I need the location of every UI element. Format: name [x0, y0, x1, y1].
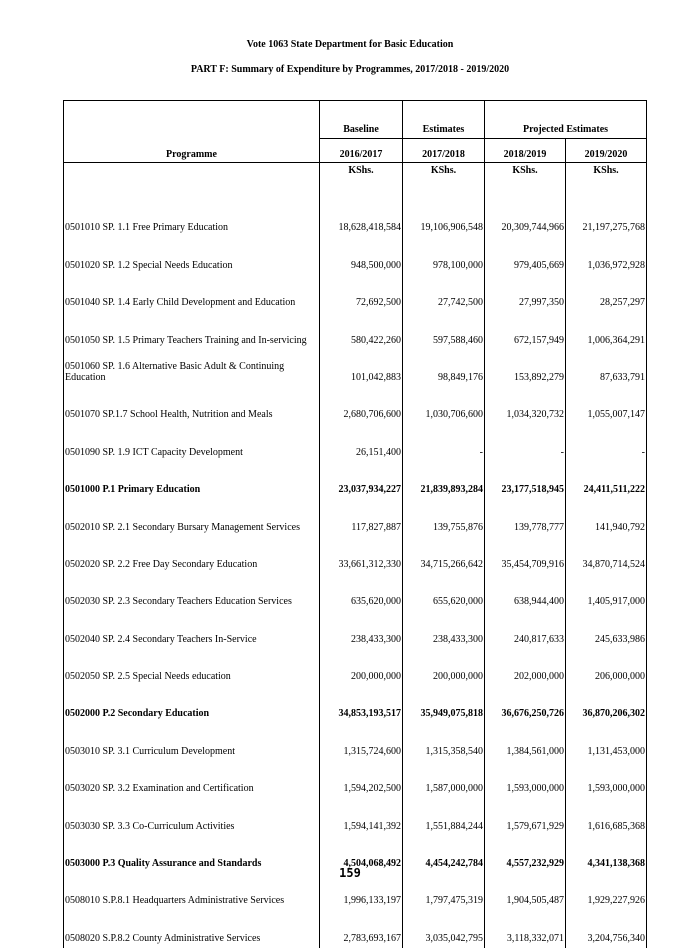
programme-label: 0501000 P.1 Primary Education [64, 462, 320, 499]
amount-cell: 23,037,934,227 [320, 462, 403, 499]
programme-label: 0501070 SP.1.7 School Health, Nutrition and Meals [64, 387, 320, 424]
table-row [64, 387, 647, 424]
programme-label: 0501040 SP. 1.4 Early Child Development and Education [64, 275, 320, 312]
amount-cell: 597,588,460 [403, 312, 485, 349]
amount-cell: 34,853,193,517 [320, 686, 403, 723]
amount-cell: 1,034,320,732 [485, 387, 566, 424]
amount-cell: 19,106,906,548 [403, 200, 485, 237]
amount-cell: 245,633,986 [566, 611, 647, 648]
amount-cell: 1,579,671,929 [485, 798, 566, 835]
programme-label: 0501050 SP. 1.5 Primary Teachers Training and In-servicing [64, 312, 320, 349]
amount-cell: 117,827,887 [320, 499, 403, 536]
amount-cell: 1,551,884,244 [403, 798, 485, 835]
amount-cell: 1,996,133,197 [320, 873, 403, 910]
table-row [64, 649, 647, 686]
table-row [64, 910, 647, 947]
amount-cell: 72,692,500 [320, 275, 403, 312]
amount-cell: 4,454,242,784 [403, 836, 485, 873]
programme-label: 0502030 SP. 2.3 Secondary Teachers Education Services [64, 574, 320, 611]
header-year: 2019/2020 [566, 139, 647, 163]
table-row [64, 200, 647, 237]
table-row [64, 350, 647, 387]
table-row [64, 537, 647, 574]
programme-label: 0501090 SP. 1.9 ICT Capacity Development [64, 424, 320, 461]
amount-cell: 1,006,364,291 [566, 312, 647, 349]
amount-cell: - [485, 424, 566, 461]
expenditure-table [63, 100, 647, 948]
amount-cell: 4,557,232,929 [485, 836, 566, 873]
amount-cell: 2,783,693,167 [320, 910, 403, 947]
amount-cell: 18,628,418,584 [320, 200, 403, 237]
amount-cell: 4,504,068,492 [320, 836, 403, 873]
amount-cell: 1,131,453,000 [566, 723, 647, 760]
amount-cell: 238,433,300 [403, 611, 485, 648]
header-estimates: Estimates [403, 101, 485, 139]
amount-cell: - [566, 424, 647, 461]
amount-cell: 978,100,000 [403, 237, 485, 274]
table-row [64, 499, 647, 536]
amount-cell: 21,839,893,284 [403, 462, 485, 499]
amount-cell: 101,042,883 [320, 350, 403, 387]
amount-cell: 1,616,685,368 [566, 798, 647, 835]
amount-cell: 1,797,475,319 [403, 873, 485, 910]
amount-cell: 34,870,714,524 [566, 537, 647, 574]
programme-label: 0503010 SP. 3.1 Curriculum Development [64, 723, 320, 760]
amount-cell: 1,594,141,392 [320, 798, 403, 835]
amount-cell: 98,849,176 [403, 350, 485, 387]
table-body [64, 200, 647, 948]
amount-cell: 1,594,202,500 [320, 761, 403, 798]
header-currency: KShs. [403, 163, 485, 201]
amount-cell: 20,309,744,966 [485, 200, 566, 237]
amount-cell: 206,000,000 [566, 649, 647, 686]
page-number: 159 [339, 866, 361, 880]
amount-cell: 672,157,949 [485, 312, 566, 349]
amount-cell: 24,411,511,222 [566, 462, 647, 499]
amount-cell: 36,676,250,726 [485, 686, 566, 723]
programme-label: 0502050 SP. 2.5 Special Needs education [64, 649, 320, 686]
amount-cell: 1,036,972,928 [566, 237, 647, 274]
table-row [64, 424, 647, 461]
table-row [64, 275, 647, 312]
programme-label: 0501010 SP. 1.1 Free Primary Education [64, 200, 320, 237]
amount-cell: 202,000,000 [485, 649, 566, 686]
amount-cell: 36,870,206,302 [566, 686, 647, 723]
amount-cell: 1,384,561,000 [485, 723, 566, 760]
amount-cell: - [403, 424, 485, 461]
amount-cell: 238,433,300 [320, 611, 403, 648]
amount-cell: 1,593,000,000 [485, 761, 566, 798]
amount-cell: 139,755,876 [403, 499, 485, 536]
amount-cell: 200,000,000 [403, 649, 485, 686]
amount-cell: 638,944,400 [485, 574, 566, 611]
amount-cell: 3,204,756,340 [566, 910, 647, 947]
header-year: 2016/2017 [320, 139, 403, 163]
amount-cell: 35,454,709,916 [485, 537, 566, 574]
amount-cell: 1,030,706,600 [403, 387, 485, 424]
amount-cell: 27,742,500 [403, 275, 485, 312]
amount-cell: 27,997,350 [485, 275, 566, 312]
programme-label: 0503020 SP. 3.2 Examination and Certification [64, 761, 320, 798]
programme-label: 0502010 SP. 2.1 Secondary Bursary Management Services [64, 499, 320, 536]
amount-cell: 3,035,042,795 [403, 910, 485, 947]
header-blank [64, 163, 320, 201]
amount-cell: 153,892,279 [485, 350, 566, 387]
header-currency: KShs. [485, 163, 566, 201]
amount-cell: 1,904,505,487 [485, 873, 566, 910]
programme-label: 0508020 S.P.8.2 County Administrative Services [64, 910, 320, 947]
table-row [64, 237, 647, 274]
programme-total-row [64, 462, 647, 499]
amount-cell: 28,257,297 [566, 275, 647, 312]
header-year: 2018/2019 [485, 139, 566, 163]
table-row [64, 723, 647, 760]
header-projected-estimates: Projected Estimates [485, 101, 647, 139]
amount-cell: 139,778,777 [485, 499, 566, 536]
header-year: 2017/2018 [403, 139, 485, 163]
amount-cell: 141,940,792 [566, 499, 647, 536]
amount-cell: 979,405,669 [485, 237, 566, 274]
header-programme: Programme [64, 101, 320, 163]
document-title: Vote 1063 State Department for Basic Education [246, 39, 454, 50]
programme-label: 0502040 SP. 2.4 Secondary Teachers In-Service [64, 611, 320, 648]
amount-cell: 87,633,791 [566, 350, 647, 387]
table-row [64, 761, 647, 798]
programme-label: 0502020 SP. 2.2 Free Day Secondary Education [64, 537, 320, 574]
programme-label: 0503000 P.3 Quality Assurance and Standards [64, 836, 320, 873]
amount-cell: 1,055,007,147 [566, 387, 647, 424]
amount-cell: 1,929,227,926 [566, 873, 647, 910]
amount-cell: 580,422,260 [320, 312, 403, 349]
amount-cell: 1,315,724,600 [320, 723, 403, 760]
amount-cell: 3,118,332,071 [485, 910, 566, 947]
amount-cell: 655,620,000 [403, 574, 485, 611]
document-subtitle: PART F: Summary of Expenditure by Programmes, 2017/2018 - 2019/2020 [190, 64, 510, 75]
table-row [64, 312, 647, 349]
amount-cell: 2,680,706,600 [320, 387, 403, 424]
amount-cell: 4,341,138,368 [566, 836, 647, 873]
programme-label: 0501060 SP. 1.6 Alternative Basic Adult & Continuing Education [64, 350, 320, 387]
amount-cell: 948,500,000 [320, 237, 403, 274]
amount-cell: 23,177,518,945 [485, 462, 566, 499]
table-row [64, 611, 647, 648]
amount-cell: 635,620,000 [320, 574, 403, 611]
programme-label: 0503030 SP. 3.3 Co-Curriculum Activities [64, 798, 320, 835]
programme-label: 0501020 SP. 1.2 Special Needs Education [64, 237, 320, 274]
amount-cell: 200,000,000 [320, 649, 403, 686]
amount-cell: 1,405,917,000 [566, 574, 647, 611]
amount-cell: 35,949,075,818 [403, 686, 485, 723]
amount-cell: 240,817,633 [485, 611, 566, 648]
programme-label: 0502000 P.2 Secondary Education [64, 686, 320, 723]
amount-cell: 1,593,000,000 [566, 761, 647, 798]
programme-total-row [64, 686, 647, 723]
table-row [64, 798, 647, 835]
amount-cell: 1,315,358,540 [403, 723, 485, 760]
header-baseline: Baseline [320, 101, 403, 139]
amount-cell: 34,715,266,642 [403, 537, 485, 574]
amount-cell: 26,151,400 [320, 424, 403, 461]
amount-cell: 21,197,275,768 [566, 200, 647, 237]
amount-cell: 33,661,312,330 [320, 537, 403, 574]
header-currency: KShs. [320, 163, 403, 201]
table-row [64, 574, 647, 611]
programme-label: 0508010 S.P.8.1 Headquarters Administrative Services [64, 873, 320, 910]
amount-cell: 1,587,000,000 [403, 761, 485, 798]
header-currency: KShs. [566, 163, 647, 201]
